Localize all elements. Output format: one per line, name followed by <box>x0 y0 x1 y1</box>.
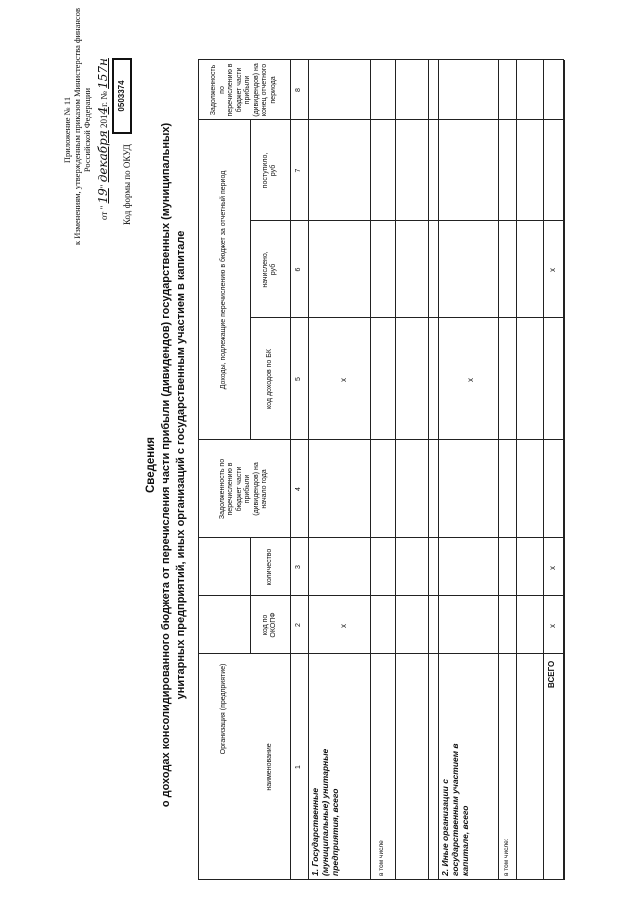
form-code-value: 0503374 <box>112 58 132 134</box>
col-num-2: 2 <box>294 623 302 627</box>
col-num-3: 3 <box>294 565 302 569</box>
approval-number: 157н <box>96 58 110 89</box>
col-num-5: 5 <box>294 377 302 381</box>
hdr-debt-start: Задолженность по перечислению в бюджет части прибыли (дивидендов) на начало года <box>218 458 268 520</box>
cross-total-quantity: x <box>548 566 557 570</box>
appendix-line-1: Приложение № 11 <box>62 96 72 164</box>
document-title: Сведения <box>145 436 157 494</box>
hdr-received: поступило, руб <box>261 152 277 189</box>
document-subtitle-2: унитарных предприятий, иных организаций с государственным участием в капитале <box>175 230 187 700</box>
appendix-line-2: к Изменениям, утвержденным приказом Министерства финансов <box>72 8 82 245</box>
approval-year-suffix: 4 <box>96 106 110 115</box>
cross-state-okopf: x <box>339 624 348 628</box>
row-line-4 <box>438 60 439 880</box>
row-line-3 <box>428 60 429 880</box>
table-border-bottom <box>563 60 565 880</box>
cross-state-bk: x <box>339 378 348 382</box>
hdr-quantity: количество <box>265 548 273 586</box>
approval-date: от " 19" декабря 2014г. № 157н <box>96 58 110 220</box>
approval-day: 19 <box>96 188 110 204</box>
row-state-enterprises: 1. Государственные (муниципальные) унитарные предприятия, всего <box>310 748 340 876</box>
col-numbers-line <box>308 60 309 880</box>
number-label: г. № <box>99 91 109 107</box>
cross-total-okopf: x <box>548 624 557 628</box>
approval-month: декабря <box>96 130 110 183</box>
row-line-6 <box>516 60 517 880</box>
from-label: от " <box>99 205 109 220</box>
hdr-bk-code: код доходов по БК <box>265 349 273 409</box>
hdr-okopf: код по ОКОПФ <box>261 612 277 638</box>
hdr-accrued: начислено, руб <box>261 251 277 288</box>
year-prefix: 201 <box>99 114 109 129</box>
row-in-that-2: в том числе: <box>503 838 510 876</box>
row-other-organizations: 2. Иные организации с государственным участием в капитале, всего <box>440 743 470 876</box>
col-num-8: 8 <box>294 88 302 92</box>
row-line-5 <box>498 60 499 880</box>
col-num-1: 1 <box>294 765 302 769</box>
hdr-organization: Организация (предприятие) <box>219 663 227 755</box>
appendix-note <box>62 8 92 245</box>
row-line-1 <box>370 60 371 880</box>
document-subtitle-1: о доходах консолидированного бюджета от перечисления части прибыли (дивидендов) государственных (муниципальных) <box>160 122 172 808</box>
income-table <box>198 60 564 880</box>
hdr-income-group: Доходы, подлежащие перечислению в бюджет за отчетный период <box>219 170 227 390</box>
cross-total-accrued: x <box>548 268 557 272</box>
row-line-2 <box>395 60 396 880</box>
row-total: ВСЕГО <box>547 660 556 688</box>
col-num-4: 4 <box>294 487 302 491</box>
row-in-that-1: в том числе <box>378 840 385 876</box>
form-code-label: Код формы по ОКУД <box>122 144 132 225</box>
col-num-6: 6 <box>294 267 302 272</box>
row-line-7 <box>543 60 544 880</box>
col-num-7: 7 <box>294 168 302 173</box>
hdr-debt-end: Задолженность по перечислению в бюджет части прибыли (дивидендов) на конец отчетного периода <box>210 63 277 117</box>
appendix-line-3: Российской Федерации <box>82 87 92 173</box>
hdr-name: наименование <box>265 743 273 791</box>
cross-other-bk: x <box>466 378 475 382</box>
